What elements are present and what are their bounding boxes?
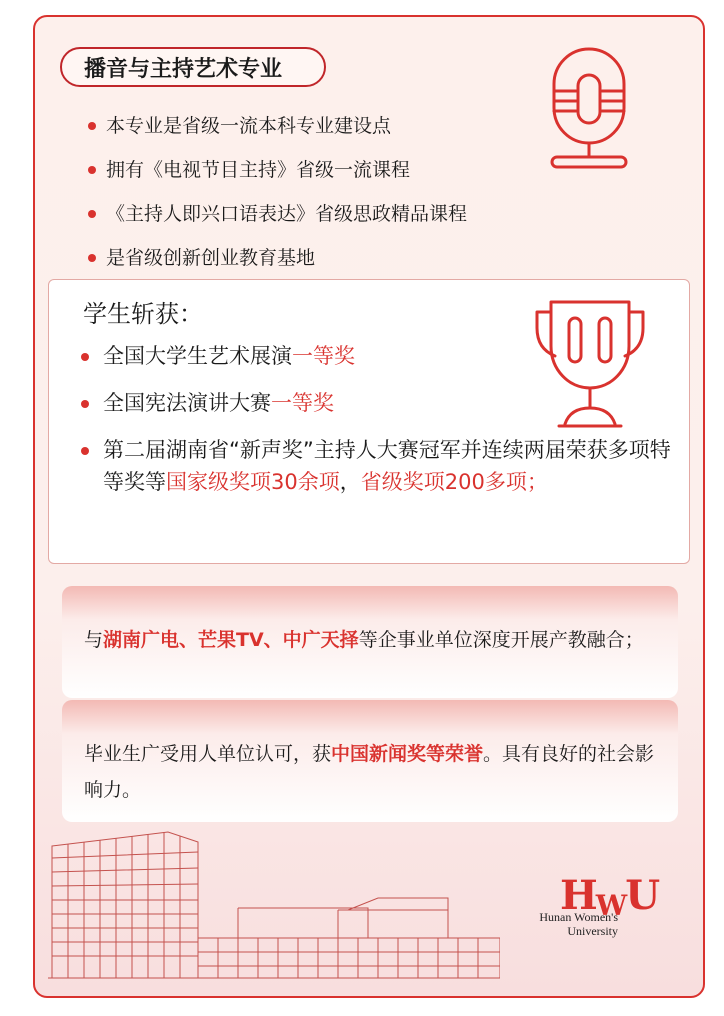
award-highlight: 一等奖 xyxy=(271,391,334,415)
microphone-icon xyxy=(548,45,630,175)
logo-letter-u: U xyxy=(625,872,659,919)
award-text: 全国宪法演讲大赛 xyxy=(103,391,271,415)
awards-list xyxy=(81,340,681,513)
buildings-illustration xyxy=(48,828,500,988)
logo-line-1: Hunan Women's xyxy=(539,910,618,924)
honor-suffix: 。具有良好的社会影响力。 xyxy=(84,743,655,801)
logo-letter-w: W xyxy=(595,889,626,922)
cooperation-suffix: 等企事业单位深度开展产教融合； xyxy=(358,629,644,651)
list-item xyxy=(81,434,681,498)
cooperation-highlight: 湖南广电、芒果TV、中广天择 xyxy=(103,629,359,651)
award-text: 第二届湖南省“新声奖”主持人大赛冠军并连续两届荣获多项特等奖等 xyxy=(103,438,671,494)
cooperation-prefix: 与 xyxy=(84,629,104,651)
award-highlight: 国家级奖项30余项 xyxy=(166,470,340,494)
logo-english-name xyxy=(508,910,618,938)
list-item: 是省级创新创业教育基地 xyxy=(88,236,467,280)
list-item xyxy=(81,340,681,372)
honor-panel xyxy=(62,700,678,822)
honor-text xyxy=(84,736,664,808)
cooperation-panel xyxy=(62,586,678,698)
honor-prefix: 毕业生广受用人单位认可，获 xyxy=(84,743,332,765)
cooperation-text xyxy=(84,622,664,658)
logo-line-2: University xyxy=(567,924,618,938)
awards-box xyxy=(48,279,690,564)
list-item xyxy=(81,387,681,419)
award-separator: ， xyxy=(339,470,361,494)
award-highlight: 省级奖项200多项； xyxy=(360,470,548,494)
award-highlight: 一等奖 xyxy=(292,344,355,368)
list-item: 本专业是省级一流本科专业建设点 xyxy=(88,104,467,148)
awards-title: 学生斩获： xyxy=(83,300,203,328)
list-item: 《主持人即兴口语表达》省级思政精品课程 xyxy=(88,192,467,236)
major-title: 播音与主持艺术专业 xyxy=(84,56,283,82)
major-title-pill xyxy=(60,47,326,87)
honor-highlight: 中国新闻奖等荣誉 xyxy=(331,743,484,765)
logo-letter-h: H xyxy=(560,872,596,919)
major-features-list xyxy=(88,104,467,280)
award-text: 全国大学生艺术展演 xyxy=(103,344,292,368)
university-logo xyxy=(508,872,688,942)
list-item: 拥有《电视节目主持》省级一流课程 xyxy=(88,148,467,192)
